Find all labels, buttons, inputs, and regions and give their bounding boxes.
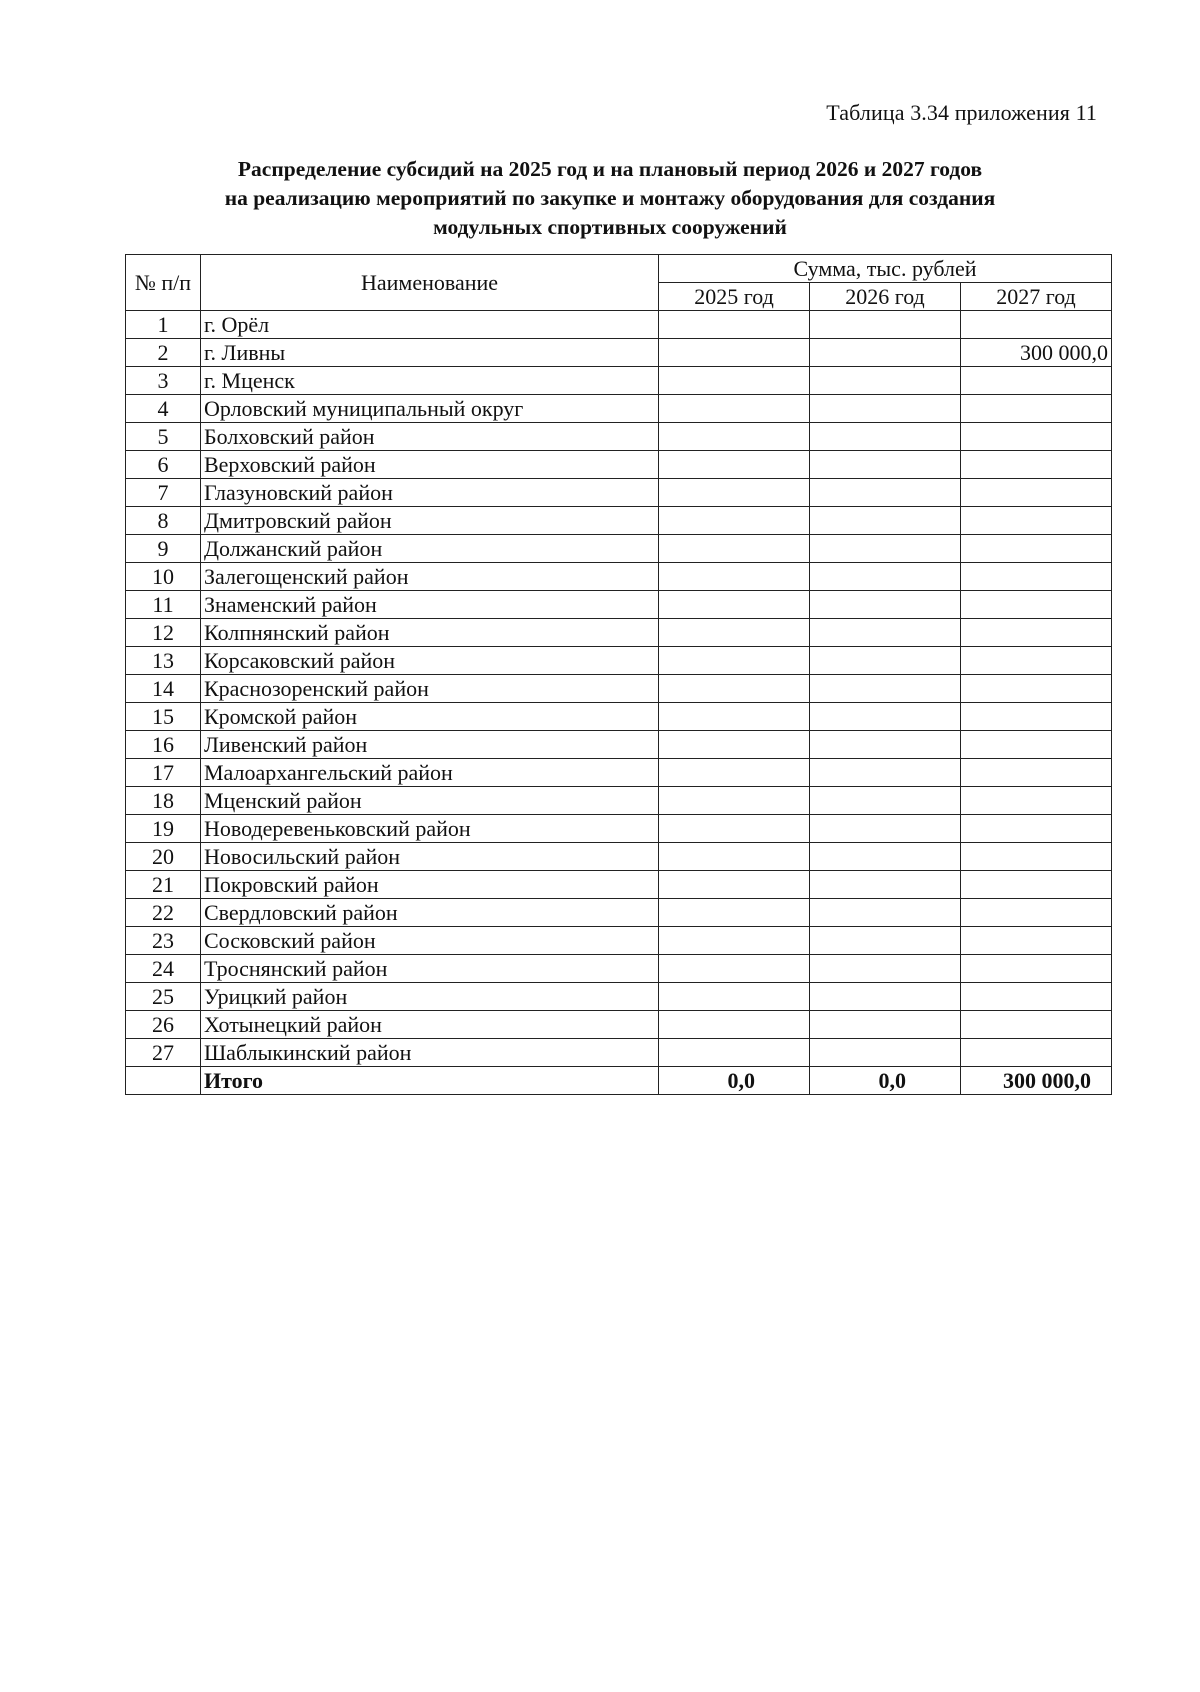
row-name: Сосковский район xyxy=(200,927,658,955)
table-row xyxy=(126,451,1112,479)
table-row xyxy=(126,871,1112,899)
table-row xyxy=(126,311,1112,339)
table-row xyxy=(126,927,1112,955)
row-2027 xyxy=(960,899,1111,927)
row-name: Глазуновский район xyxy=(200,479,658,507)
row-number: 7 xyxy=(126,479,201,507)
row-2027 xyxy=(960,535,1111,563)
header-name: Наименование xyxy=(200,255,658,311)
row-2027 xyxy=(960,1011,1111,1039)
row-number: 14 xyxy=(126,675,201,703)
table-row xyxy=(126,339,1112,367)
total-row xyxy=(126,1067,1112,1095)
row-number: 17 xyxy=(126,759,201,787)
row-name: Знаменский район xyxy=(200,591,658,619)
row-number: 4 xyxy=(126,395,201,423)
table-row xyxy=(126,955,1112,983)
table-row xyxy=(126,899,1112,927)
row-2026 xyxy=(810,843,961,871)
header-sum: Сумма, тыс. рублей xyxy=(659,255,1112,283)
table-row xyxy=(126,507,1112,535)
row-2027 xyxy=(960,367,1111,395)
row-number: 12 xyxy=(126,619,201,647)
row-number: 22 xyxy=(126,899,201,927)
total-label: Итого xyxy=(200,1067,658,1095)
row-2026 xyxy=(810,451,961,479)
row-name: Колпнянский район xyxy=(200,619,658,647)
table-caption: Таблица 3.34 приложения 11 xyxy=(826,100,1097,125)
row-2026 xyxy=(810,339,961,367)
title-line-2: на реализацию мероприятий по закупке и монтажу оборудования для создания xyxy=(224,186,996,210)
row-name: Орловский муниципальный округ xyxy=(200,395,658,423)
row-name: г. Мценск xyxy=(200,367,658,395)
table-row xyxy=(126,647,1112,675)
row-2026 xyxy=(810,591,961,619)
document-title xyxy=(140,155,1080,242)
table-row xyxy=(126,1011,1112,1039)
header-2026: 2026 год xyxy=(810,283,961,311)
row-2026 xyxy=(810,367,961,395)
row-number: 6 xyxy=(126,451,201,479)
row-name: Новодеревеньковский район xyxy=(200,815,658,843)
row-2026 xyxy=(810,899,961,927)
row-number: 26 xyxy=(126,1011,201,1039)
row-2026 xyxy=(810,675,961,703)
total-2025: 0,0 xyxy=(659,1067,810,1095)
row-name: Кромской район xyxy=(200,703,658,731)
row-2027 xyxy=(960,395,1111,423)
row-2026 xyxy=(810,1039,961,1067)
table-row xyxy=(126,423,1112,451)
row-2026 xyxy=(810,563,961,591)
table-row xyxy=(126,1039,1112,1067)
row-name: Верховский район xyxy=(200,451,658,479)
row-2025 xyxy=(659,1039,810,1067)
row-2026 xyxy=(810,479,961,507)
row-2025 xyxy=(659,983,810,1011)
row-name: Мценский район xyxy=(200,787,658,815)
row-name: Ливенский район xyxy=(200,731,658,759)
row-number: 9 xyxy=(126,535,201,563)
row-2025 xyxy=(659,591,810,619)
row-2027 xyxy=(960,843,1111,871)
table-row xyxy=(126,815,1112,843)
table-row xyxy=(126,479,1112,507)
row-2027 xyxy=(960,787,1111,815)
row-number: 3 xyxy=(126,367,201,395)
row-name: г. Орёл xyxy=(200,311,658,339)
row-2027 xyxy=(960,815,1111,843)
row-number: 11 xyxy=(126,591,201,619)
row-2027: 300 000,0 xyxy=(960,339,1111,367)
total-2027: 300 000,0 xyxy=(960,1067,1111,1095)
row-2025 xyxy=(659,451,810,479)
table-row xyxy=(126,395,1112,423)
table-row xyxy=(126,843,1112,871)
row-2025 xyxy=(659,703,810,731)
row-2027 xyxy=(960,423,1111,451)
row-2025 xyxy=(659,367,810,395)
row-name: Краснозоренский район xyxy=(200,675,658,703)
table-row xyxy=(126,787,1112,815)
row-number: 24 xyxy=(126,955,201,983)
row-2025 xyxy=(659,619,810,647)
row-2026 xyxy=(810,535,961,563)
row-2027 xyxy=(960,731,1111,759)
row-2026 xyxy=(810,871,961,899)
row-2025 xyxy=(659,927,810,955)
table-row xyxy=(126,675,1112,703)
row-2027 xyxy=(960,563,1111,591)
table-row xyxy=(126,367,1112,395)
row-number: 27 xyxy=(126,1039,201,1067)
subsidy-table xyxy=(125,254,1112,1095)
row-2025 xyxy=(659,311,810,339)
header-2025: 2025 год xyxy=(659,283,810,311)
row-name: Болховский район xyxy=(200,423,658,451)
row-2026 xyxy=(810,619,961,647)
row-2027 xyxy=(960,983,1111,1011)
row-2026 xyxy=(810,787,961,815)
row-number: 16 xyxy=(126,731,201,759)
row-number: 15 xyxy=(126,703,201,731)
row-2027 xyxy=(960,871,1111,899)
row-number: 18 xyxy=(126,787,201,815)
row-2027 xyxy=(960,647,1111,675)
table-body xyxy=(126,311,1112,1067)
row-2026 xyxy=(810,731,961,759)
table-row xyxy=(126,535,1112,563)
row-2025 xyxy=(659,871,810,899)
row-2027 xyxy=(960,675,1111,703)
row-name: Троснянский район xyxy=(200,955,658,983)
row-name: Свердловский район xyxy=(200,899,658,927)
table-row xyxy=(126,759,1112,787)
row-2025 xyxy=(659,647,810,675)
row-2027 xyxy=(960,591,1111,619)
row-2026 xyxy=(810,423,961,451)
row-number: 5 xyxy=(126,423,201,451)
row-2026 xyxy=(810,507,961,535)
row-number: 19 xyxy=(126,815,201,843)
row-2027 xyxy=(960,1039,1111,1067)
header-row xyxy=(126,255,1112,283)
row-2025 xyxy=(659,563,810,591)
row-2025 xyxy=(659,759,810,787)
row-name: Шаблыкинский район xyxy=(200,1039,658,1067)
row-2026 xyxy=(810,311,961,339)
row-number: 23 xyxy=(126,927,201,955)
header-num: № п/п xyxy=(126,255,201,311)
row-2026 xyxy=(810,759,961,787)
row-number: 13 xyxy=(126,647,201,675)
header-2027: 2027 год xyxy=(960,283,1111,311)
row-number: 21 xyxy=(126,871,201,899)
row-2025 xyxy=(659,899,810,927)
title-line-3: модульных спортивных сооружений xyxy=(433,215,787,239)
row-name: Залегощенский район xyxy=(200,563,658,591)
table-row xyxy=(126,731,1112,759)
row-2025 xyxy=(659,955,810,983)
row-name: Дмитровский район xyxy=(200,507,658,535)
row-2026 xyxy=(810,815,961,843)
table-row xyxy=(126,983,1112,1011)
row-2025 xyxy=(659,731,810,759)
row-2025 xyxy=(659,507,810,535)
table-row xyxy=(126,563,1112,591)
row-number: 20 xyxy=(126,843,201,871)
row-2026 xyxy=(810,1011,961,1039)
row-2027 xyxy=(960,507,1111,535)
row-number: 10 xyxy=(126,563,201,591)
row-2026 xyxy=(810,983,961,1011)
row-2027 xyxy=(960,703,1111,731)
row-2025 xyxy=(659,395,810,423)
row-2026 xyxy=(810,647,961,675)
row-number: 25 xyxy=(126,983,201,1011)
row-2025 xyxy=(659,339,810,367)
row-2026 xyxy=(810,703,961,731)
row-name: Покровский район xyxy=(200,871,658,899)
row-2026 xyxy=(810,955,961,983)
row-name: Хотынецкий район xyxy=(200,1011,658,1039)
row-2026 xyxy=(810,927,961,955)
total-2026: 0,0 xyxy=(810,1067,961,1095)
row-2027 xyxy=(960,311,1111,339)
row-2027 xyxy=(960,619,1111,647)
table-row xyxy=(126,591,1112,619)
row-2025 xyxy=(659,815,810,843)
row-2027 xyxy=(960,479,1111,507)
row-2025 xyxy=(659,1011,810,1039)
row-2025 xyxy=(659,479,810,507)
row-name: Новосильский район xyxy=(200,843,658,871)
row-2027 xyxy=(960,759,1111,787)
row-name: Корсаковский район xyxy=(200,647,658,675)
row-name: Должанский район xyxy=(200,535,658,563)
row-2025 xyxy=(659,787,810,815)
row-2025 xyxy=(659,843,810,871)
row-2026 xyxy=(810,395,961,423)
table-row xyxy=(126,619,1112,647)
row-number: 1 xyxy=(126,311,201,339)
row-2025 xyxy=(659,675,810,703)
row-2027 xyxy=(960,451,1111,479)
row-2025 xyxy=(659,423,810,451)
row-number: 8 xyxy=(126,507,201,535)
row-2025 xyxy=(659,535,810,563)
title-line-1: Распределение субсидий на 2025 год и на плановый период 2026 и 2027 годов xyxy=(237,157,983,181)
row-name: Урицкий район xyxy=(200,983,658,1011)
row-2027 xyxy=(960,955,1111,983)
total-num-cell xyxy=(126,1067,201,1095)
row-name: Малоархангельский район xyxy=(200,759,658,787)
row-2027 xyxy=(960,927,1111,955)
row-name: г. Ливны xyxy=(200,339,658,367)
row-number: 2 xyxy=(126,339,201,367)
table-row xyxy=(126,703,1112,731)
